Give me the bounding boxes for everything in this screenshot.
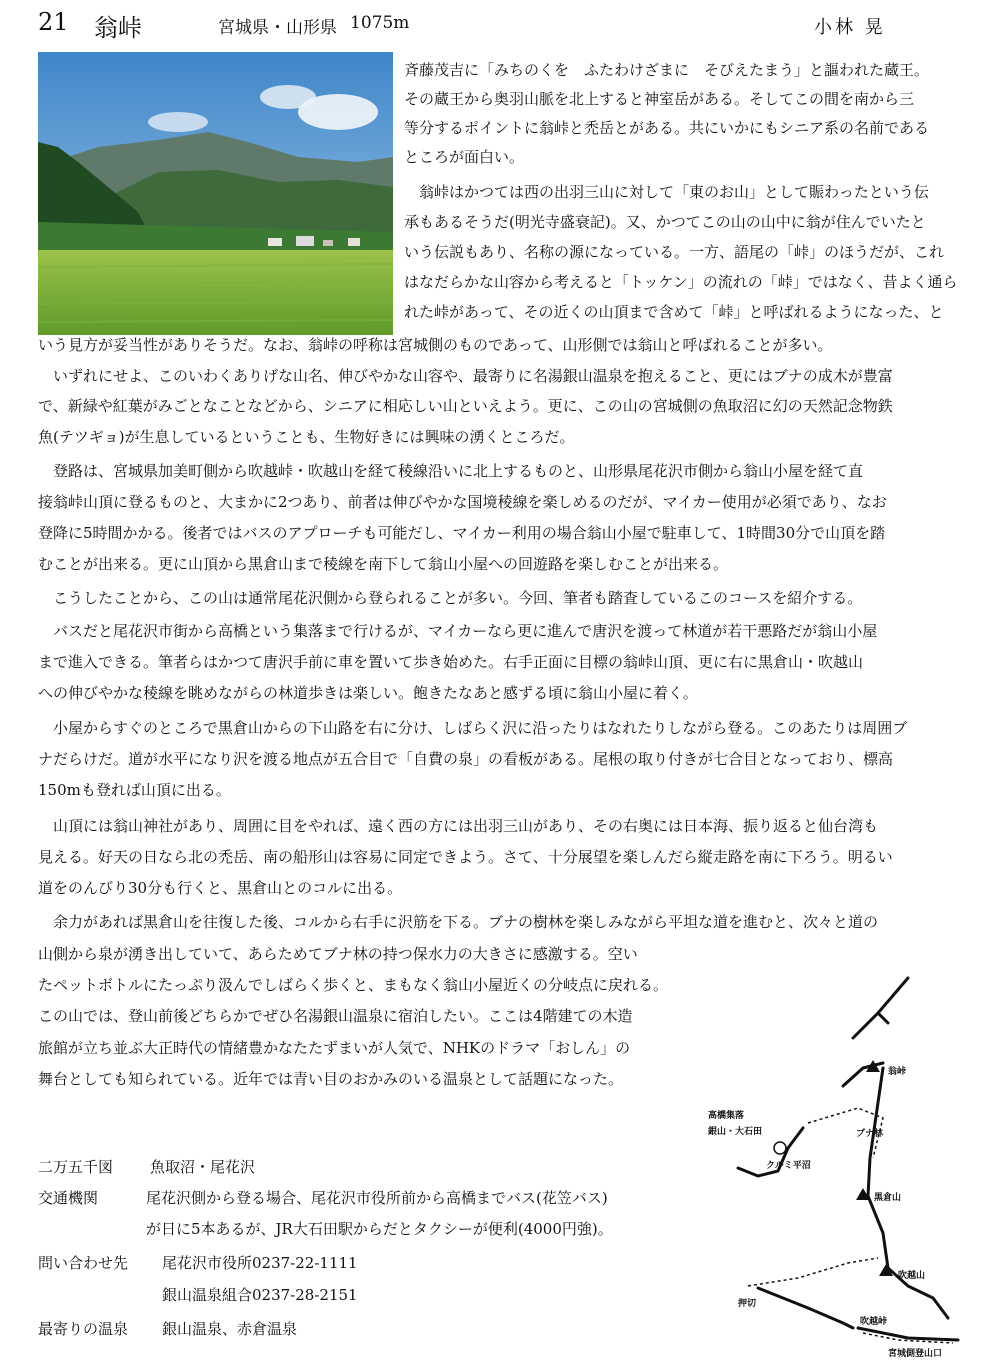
- text-line: 登路は、宮城県加美町側から吹越峠・吹越山を経て稜線沿いに北上するものと、山形県尾花沢市側から翁山小屋を経て直: [38, 462, 864, 480]
- river-north: [853, 978, 908, 1038]
- transport-line: 尾花沢側から登る場合、尾花沢市役所前から高橋までバス(花笠バス): [146, 1189, 608, 1207]
- transport-line: が日に5本あるが、JR大石田駅からだとタクシーが便利(4000円強)。: [146, 1220, 613, 1238]
- map-label-numa: クルミ平沼: [766, 1161, 811, 1171]
- text-line: 150mも登れば山頂に出る。: [38, 781, 231, 799]
- chapter-number: 21: [38, 8, 69, 36]
- text-line: 接翁峠山頂に登るものと、大まかに2つあり、前者は伸びやかな国境稜線を楽しめるのだが、マイカー使用が必須であり、なお: [38, 493, 887, 511]
- text-line: 小屋からすぐのところで黒倉山からの下山路を右に分け、しばらく沢に沿ったりはなれたりしながら登る。このあたりは周囲ブ: [38, 719, 908, 737]
- text-line: 見える。好天の日なら北の禿岳、南の船形山は容易に同定できよう。さて、十分展望を楽しんだら縦走路を南に下ろう。明るい: [38, 848, 893, 866]
- mountain-photo: [38, 52, 393, 335]
- text-line: 斉藤茂吉に「みちのくを ふたわけざまに そびえたまう」と謳われた蔵王。: [404, 61, 930, 79]
- text-line: いう見方が妥当性がありそうだ。なお、翁峠の呼称は宮城側のものであって、山形側では翁山と呼ばれることが多い。: [38, 336, 833, 354]
- text-line: 魚(テツギョ)が生息しているということも、生物好きには興味の湧くところだ。: [38, 428, 575, 446]
- page-header: [38, 8, 968, 42]
- road-bottom: [758, 1288, 853, 1328]
- prefectures: 宮城県・山形県: [218, 18, 337, 38]
- text-line: で、新緑や紅葉がみごとなことなどから、シニアに相応しい山といえよう。更に、この山の宮城側の魚取沼に幻の天然記念物鉄: [38, 397, 893, 415]
- map-label-kurokura: 黒倉山: [874, 1193, 902, 1203]
- map-label-miyagi: 宮城側登山口: [888, 1349, 943, 1359]
- map-label-oshikiri: 押切: [738, 1299, 757, 1309]
- text-line: その蔵王から奥羽山脈を北上すると神室岳がある。そしてこの間を南から三: [404, 90, 915, 108]
- river-north-branch: [878, 1013, 888, 1023]
- text-line: 等分するポイントに翁峠と禿岳とがある。共にいかにもシニア系の名前である: [404, 119, 930, 137]
- text-line: たペットボトルにたっぷり汲んでしばらく歩くと、まもなく翁山小屋近くの分岐点に戻れる。: [38, 976, 669, 994]
- ridge-west: [843, 1063, 883, 1086]
- text-line: 旅館が立ち並ぶ大正時代の情緒豊かなたたずまいが人気で、NHKのドラマ「おしん」の: [38, 1039, 631, 1057]
- elevation: 1075m: [350, 13, 410, 33]
- map-label-fukkoshiyama: 吹越山: [898, 1271, 926, 1281]
- map-sheet-value: 魚取沼・尾花沢: [150, 1158, 256, 1176]
- map-label-fukkoshitoge: 吹越峠: [860, 1317, 888, 1327]
- text-line: ところが面白い。: [404, 148, 525, 166]
- text-line: むことが出来る。更に山頂から黒倉山まで稜線を南下して翁山小屋への回遊路を楽しむことが出来る。: [38, 555, 729, 573]
- map-label-ginzan: 銀山・大石田: [708, 1127, 763, 1137]
- map-label-buna: ブナ林: [856, 1129, 884, 1139]
- transport-label: 交通機関: [38, 1189, 99, 1207]
- numa-icon: [774, 1142, 786, 1154]
- text-line: まで進入できる。筆者らはかつて唐沢手前に車を置いて歩き始めた。右手正面に目標の翁峠山頂、更に右に黒倉山・吹越山: [38, 653, 864, 671]
- contact-line: 尾花沢市役所0237-22-1111: [162, 1254, 358, 1272]
- onsen-label: 最寄りの温泉: [38, 1320, 129, 1338]
- trail-ginzan: [748, 1258, 878, 1286]
- text-line: いう伝説もあり、名称の源になっている。一方、語尾の「峠」のほうだが、これ: [404, 243, 945, 261]
- text-line: 山側から泉が湧き出していて、あらためてブナ林の持つ保水力の大きさに感激する。空い: [38, 945, 638, 963]
- contact-line: 銀山温泉組合0237-28-2151: [162, 1286, 358, 1304]
- text-line: はなだらかな山容から考えると「トッケン」の流れの「峠」ではなく、昔よく通ら: [404, 273, 958, 291]
- text-line: この山では、登山前後どちらかでぜひ名湯銀山温泉に宿泊したい。ここは4階建ての木造: [38, 1007, 633, 1025]
- map-label-okinatoge: 翁峠: [888, 1067, 907, 1077]
- text-line: ナだらけだ。道が水平になり沢を渡る地点が五合目で「自費の泉」の看板がある。尾根の取り付きが七合目となっており、標高: [38, 750, 894, 768]
- text-line: への伸びやかな稜線を眺めながらの林道歩きは楽しい。飽きたなあと感ずる頃に翁山小屋に着く。: [38, 684, 698, 702]
- text-line: 山頂には翁山神社があり、周囲に目をやれば、遠く西の方には出羽三山があり、その右奥には日本海、振り返ると仙台湾も: [38, 817, 879, 835]
- road-southeast: [858, 1328, 958, 1340]
- mountain-name: 翁峠: [94, 14, 142, 42]
- map-sheet-label: 二万五千図: [38, 1158, 114, 1176]
- text-line: 余力があれば黒倉山を往復した後、コルから右手に沢筋を下る。ブナの樹林を楽しみながら平坦な道を進むと、次々と道の: [38, 913, 879, 931]
- text-line: こうしたことから、この山は通常尾花沢側から登られることが多い。今回、筆者も踏査しているこのコースを紹介する。: [38, 589, 863, 607]
- text-line: 道をのんびり30分も行くと、黒倉山とのコルに出る。: [38, 879, 403, 897]
- onsen-value: 銀山温泉、赤倉温泉: [162, 1320, 298, 1338]
- text-line: 翁峠はかつては西の出羽三山に対して「東のお山」として賑わったという伝: [404, 183, 929, 201]
- text-line: いずれにせよ、このいわくありげな山名、伸びやかな山容や、最寄りに名湯銀山温泉を抱えること、更にはブナの成木が豊富: [38, 367, 893, 385]
- text-line: 登降に5時間かかる。後者ではバスのアプローチも可能だし、マイカー利用の場合翁山小屋で駐車して、1時間30分で山頂を踏: [38, 524, 886, 542]
- author-name: 小林 晃: [814, 17, 886, 38]
- text-line: 承もあるそうだ(明光寺盛衰記)。又、かつてこの山の山中に翁が住んでいたと: [404, 213, 926, 231]
- text-line: バスだと尾花沢市街から高橋という集落まで行けるが、マイカーなら更に進んで唐沢を渡って林道が若干悪路だが翁山小屋: [38, 622, 878, 640]
- route-map: [708, 968, 978, 1360]
- ridge-south: [868, 1196, 888, 1268]
- map-label-takahashi: 高橋集落: [708, 1111, 745, 1121]
- contact-label: 問い合わせ先: [38, 1254, 129, 1272]
- text-line: 舞台としても知られている。近年では青い目のおかみのいる温泉として話題になった。: [38, 1070, 624, 1088]
- text-line: れた峠があって、その近くの山頂まで含めて「峠」と呼ばれるようになった、と: [404, 303, 944, 321]
